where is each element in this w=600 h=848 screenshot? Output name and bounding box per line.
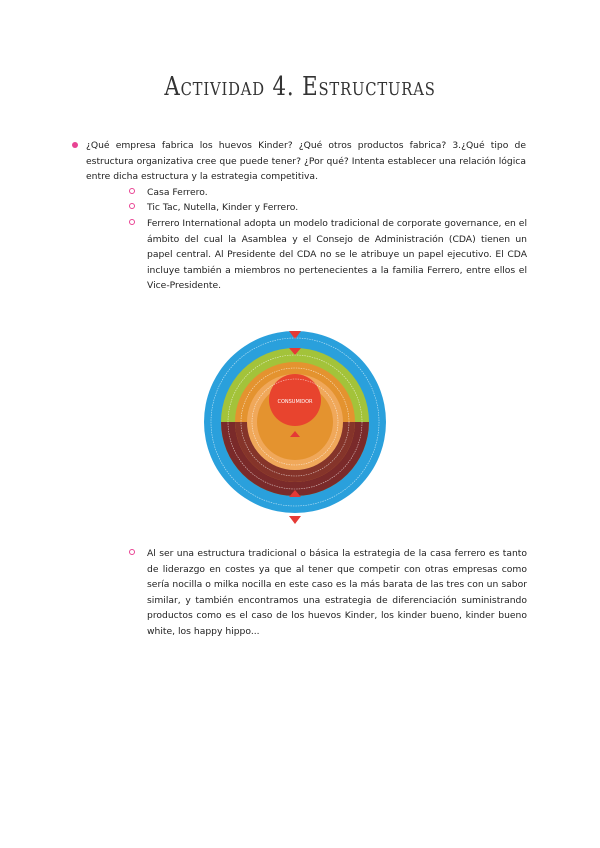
answer-text: Tic Tac, Nutella, Kinder y Ferrero. xyxy=(147,202,299,213)
core-label: CONSUMIDOR xyxy=(277,399,313,405)
circle-bullet-icon xyxy=(129,219,135,225)
answer-item-1 xyxy=(147,185,527,201)
circle-bullet-icon xyxy=(129,549,135,555)
arrow-down-icon xyxy=(289,516,301,524)
circle-bullet-icon xyxy=(129,188,135,194)
answer-item-2 xyxy=(147,200,527,216)
conclusion-text: Al ser una estructura tradicional o básica la estrategia de la casa ferrero es tanto de liderazgo en costes ya que al tener que competir con otras empresas como sería nocilla o milka nocilla en este caso es la más barata de las tres con un sabor similar, y también encontramos una estrategia de diferenciación suministrando productos como es el caso de los huevos Kinder, los kinder bueno, kinder bueno white, los happy hippo... xyxy=(147,548,527,637)
bullet-dot-icon xyxy=(72,142,78,148)
answer-text: Ferrero International adopta un modelo tradicional de corporate governance, en el ámbito del cual la Asamblea y el Consejo de Administración (CDA) tienen un papel central. Al Presidente del CDA no se le atribuye un papel ejecutivo. El CDA incluye también a miembros no pertenecientes a la familia Ferrero, entre ellos el Vice-Presidente. xyxy=(147,218,527,292)
organizational-structure-diagram xyxy=(203,318,388,533)
page-title: Actividad 4. Estructuras xyxy=(164,72,436,102)
answer-item-3 xyxy=(147,216,527,294)
circle-bullet-icon xyxy=(129,203,135,209)
question-text: ¿Qué empresa fabrica los huevos Kinder? ¿Qué otros productos fabrica? 3.¿Qué tipo de estructura organizativa cree que puede tener? ¿Por qué? Intenta establecer una relación lógica entre dicha estructura y la estrategia competitiva. xyxy=(86,140,526,183)
conclusion-item xyxy=(147,546,527,640)
answer-text: Casa Ferrero. xyxy=(147,187,208,198)
question-bullet xyxy=(86,138,526,185)
